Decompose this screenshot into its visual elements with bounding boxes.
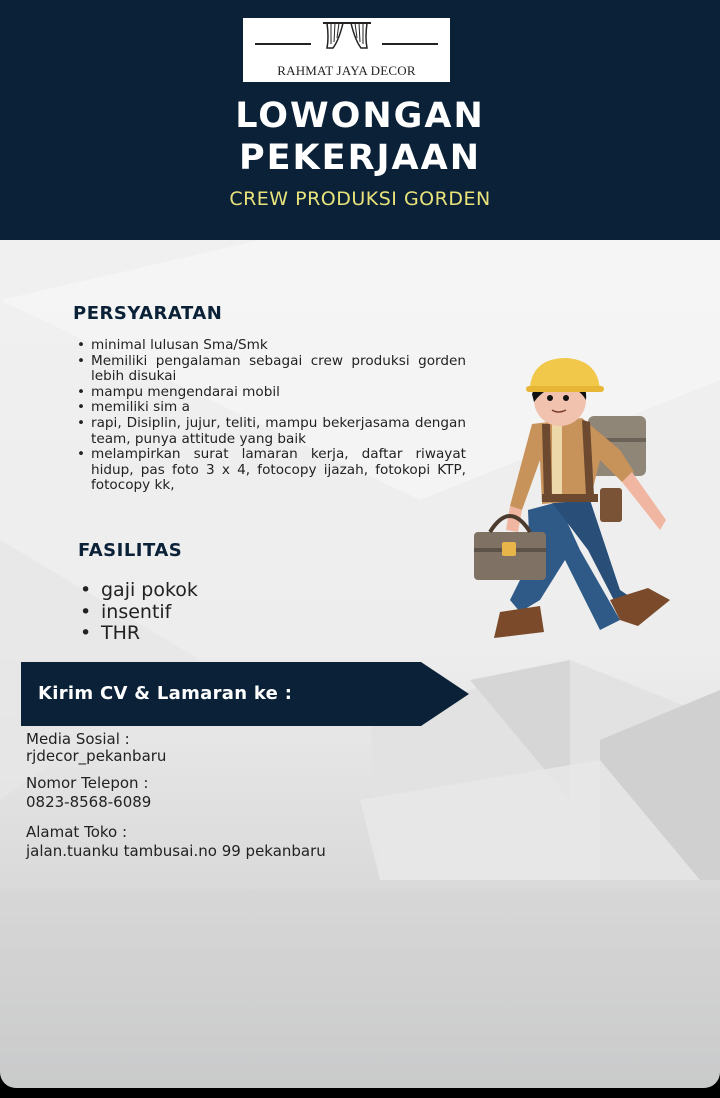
curtain-icon <box>323 20 371 54</box>
requirements-heading: PERSYARATAN <box>73 303 223 324</box>
social-label: Media Sosial : <box>26 730 130 748</box>
list-item: • minimal lulusan Sma/Smk <box>74 338 466 354</box>
list-item: • rapi, Disiplin, jujur, teliti, mampu bekerjasama dengan team, punya attitude yang baik <box>74 416 466 447</box>
list-item: • memiliki sim a <box>74 400 466 416</box>
list-item: • gaji pokok <box>78 580 198 602</box>
job-subtitle: CREW PRODUKSI GORDEN <box>229 188 491 210</box>
address-value: jalan.tuanku tambusai.no 99 pekanbaru <box>26 842 326 860</box>
phone-label: Nomor Telepon : <box>26 774 149 792</box>
list-item: • insentif <box>78 602 198 624</box>
brand-name: RAHMAT JAYA DECOR <box>277 63 416 78</box>
contact-banner-text: Kirim CV & Lamaran ke : <box>38 683 293 704</box>
logo-divider-left <box>255 43 311 45</box>
logo-divider-right <box>382 43 438 45</box>
address-label: Alamat Toko : <box>26 823 128 841</box>
title-line-1: LOWONGAN <box>235 96 485 136</box>
logo <box>243 18 450 82</box>
construction-worker-illustration <box>470 350 690 650</box>
requirements-list <box>74 338 466 494</box>
list-item: • melampirkan surat lamaran kerja, daftar riwayat hidup, pas foto 3 x 4, fotocopy ijazah, fotokopi KTP, fotocopy kk, <box>74 447 466 494</box>
list-item: • mampu mengendarai mobil <box>74 385 466 401</box>
title-line-2: PEKERJAAN <box>238 138 482 178</box>
phone-number: 0823-8568-6089 <box>26 793 152 811</box>
facilities-heading: FASILITAS <box>78 540 183 561</box>
header <box>0 0 720 240</box>
list-item: • THR <box>78 623 198 645</box>
list-item: • Memiliki pengalaman sebagai crew produksi gorden lebih disukai <box>74 354 466 385</box>
social-handle: rjdecor_pekanbaru <box>26 747 167 765</box>
facilities-list <box>78 580 198 645</box>
